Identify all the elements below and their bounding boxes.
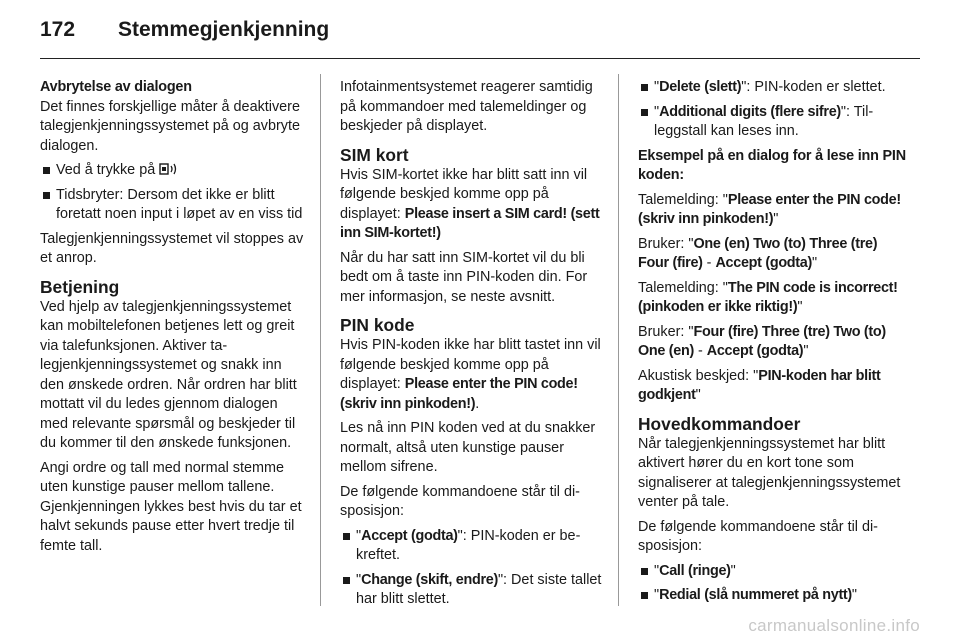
quote-mark: " <box>457 527 463 544</box>
quote-mark: " <box>851 587 858 603</box>
quote-mark: " <box>654 103 660 120</box>
list-item-text: : PIN-koden er bekreftet. <box>356 527 581 563</box>
dialog-text: Please enter the PIN code! (skriv inn pinkoden!) <box>638 191 901 227</box>
dialog-line <box>638 323 910 362</box>
command-name: Delete (slett) <box>659 79 742 95</box>
command-name: Redial (slå nummeret på nytt) <box>659 587 852 603</box>
quote-mark: " <box>773 211 779 227</box>
heading-hovedkommandoer: Hovedkommandoer <box>638 413 801 434</box>
dialog-text: Four (fire) Three (tre) Two (to) One (en) <box>638 323 886 359</box>
quote-mark: " <box>812 255 818 271</box>
list-item <box>40 161 306 181</box>
header-rule <box>40 58 920 59</box>
column-divider <box>618 74 619 606</box>
paragraph: Les nå inn PIN koden ved at du snakker normalt, altså uten kunstige pauser mellom sifrene. <box>340 420 596 475</box>
dialog-label: Talemelding: " <box>638 191 728 208</box>
separator: - <box>693 343 707 359</box>
list-item-text: Ved å trykke på <box>56 162 156 178</box>
list-item <box>638 103 910 142</box>
dialog-text: One (en) Two (to) Three (tre) Four (fire) <box>638 235 878 271</box>
dialog-label: Bruker: " <box>638 323 694 340</box>
watermark: carmanualsonline.info <box>748 616 920 635</box>
list-item <box>638 586 910 606</box>
paragraph-text: Hvis SIM-kortet ikke har blitt satt inn vil følgende beskjed komme opp på displayet: <box>340 166 588 222</box>
dialog-line <box>638 191 910 230</box>
display-message: Please insert a SIM card! (sett inn SIM-kortet!) <box>340 205 600 241</box>
subheading-example: Eksempel på en dialog for å lese inn PIN koden: <box>638 147 906 183</box>
paragraph: De følgende kommandoene står til disposisjon: <box>340 483 580 519</box>
dialog-line <box>638 367 910 406</box>
quote-mark: " <box>356 527 362 544</box>
dialog-label: Bruker: " <box>638 235 694 252</box>
dialog-line <box>638 235 910 274</box>
column-3 <box>638 78 910 611</box>
list-item <box>340 571 606 610</box>
column-1 <box>40 78 306 561</box>
column-divider <box>320 74 321 606</box>
heading-betjening: Betjening <box>40 276 120 297</box>
command-name: Change (skift, endre) <box>361 571 498 588</box>
command-name: Additional digits (flere sifre) <box>659 103 841 120</box>
heading-sim-kort: SIM kort <box>340 144 409 165</box>
display-message: Please enter the PIN code! (skriv inn pinkoden!) <box>340 376 578 412</box>
paragraph <box>340 166 606 244</box>
dialog-label: Akustisk beskjed: " <box>638 367 759 384</box>
paragraph: De følgende kommandoene står til disposisjon: <box>638 518 878 554</box>
quote-mark: " <box>741 79 747 95</box>
paragraph: Ved hjelp av talegjenkjenningssystemet kan mobiltelefonen betjenes lett og greit via talefunksjonen. Aktiver talegjenkjenningssystemet og snakk inn den ønskede ordren. Når ordren har blitt mottatt vil du ledes gjennom dialogen med relevante spørsmål og beskjeder til du kommer til den ønskede funksjonen. <box>40 298 297 451</box>
paragraph <box>340 336 606 414</box>
paragraph: Talegjenkjenningssystemet vil stoppes av et anrop. <box>40 230 304 266</box>
quote-mark: " <box>654 79 660 95</box>
list-item-text: : Det siste tallet har blitt slettet. <box>356 571 602 607</box>
quote-mark: " <box>654 587 660 603</box>
dialog-text: The PIN code is incorrect! (pinkoden er ikke riktig!) <box>638 279 898 315</box>
heading-pin-kode: PIN kode <box>340 315 415 335</box>
list-item-text: : Tilleggstall kan leses inn. <box>654 103 874 139</box>
paragraph: Det finnes forskjellige måter å deaktivere talegjenkjenningssystemet på og avbryte dialogen. <box>40 98 300 154</box>
dialog-text: Accept (godta) <box>715 255 812 271</box>
paragraph: Angi ordre og tall med normal stemme uten kunstige pauser mellom tallene. Gjenkjenningen lykkes best hvis du tar et halvt sekunds pause etter hvert tredje til femte tall. <box>40 459 302 554</box>
paragraph-text: Hvis PIN-koden ikke har blitt tastet inn vil følgende beskjed komme opp på displayet: <box>340 337 601 392</box>
separator: - <box>702 255 716 271</box>
dialog-text: Accept (godta) <box>706 343 804 359</box>
quote-mark: " <box>497 571 504 588</box>
quote-mark: " <box>695 387 701 403</box>
paragraph: Når du har satt inn SIM-kortet vil du bli bedt om å taste inn PIN-koden din. For mer informasjon, se neste avsnitt. <box>340 249 588 305</box>
list-item <box>638 562 910 582</box>
command-name: Accept (godta) <box>361 527 458 544</box>
list-item <box>638 78 910 98</box>
page-number: 172 <box>40 18 76 41</box>
quote-mark: " <box>356 571 362 588</box>
paragraph: Når talegjenkjenningssystemet har blitt aktivert hører du en kort tone som signaliserer at talegjenkjenningssystemet venter på tale. <box>638 435 901 510</box>
quote-mark: " <box>654 562 660 579</box>
dialog-text: PIN-koden har blitt godkjent <box>638 367 881 403</box>
paragraph: Infotainmentsystemet reagerer samtidig på kommandoer med talemeldinger og beskjeder på displayet. <box>340 79 593 134</box>
quote-mark: " <box>840 103 847 120</box>
chapter-title: Stemmegjenkjenning <box>118 18 330 41</box>
column-2 <box>340 78 606 615</box>
quote-mark: " <box>803 343 809 359</box>
quote-mark: " <box>730 562 736 579</box>
page-header <box>40 18 329 50</box>
list-item-text: : PIN-koden er slettet. <box>746 79 886 95</box>
dialog-line <box>638 279 910 318</box>
punctuation: . <box>475 395 480 412</box>
subheading-cancel-dialog: Avbrytelse av dialogen <box>40 79 192 95</box>
list-item: Tidsbryter: Dersom det ikke er blitt foretatt noen input i løpet av en viss tid <box>40 186 306 225</box>
dialog-label: Talemelding: " <box>638 279 728 296</box>
voice-control-icon <box>159 162 181 176</box>
command-name: Call (ringe) <box>659 562 731 579</box>
list-item <box>340 527 606 566</box>
quote-mark: " <box>797 299 803 315</box>
